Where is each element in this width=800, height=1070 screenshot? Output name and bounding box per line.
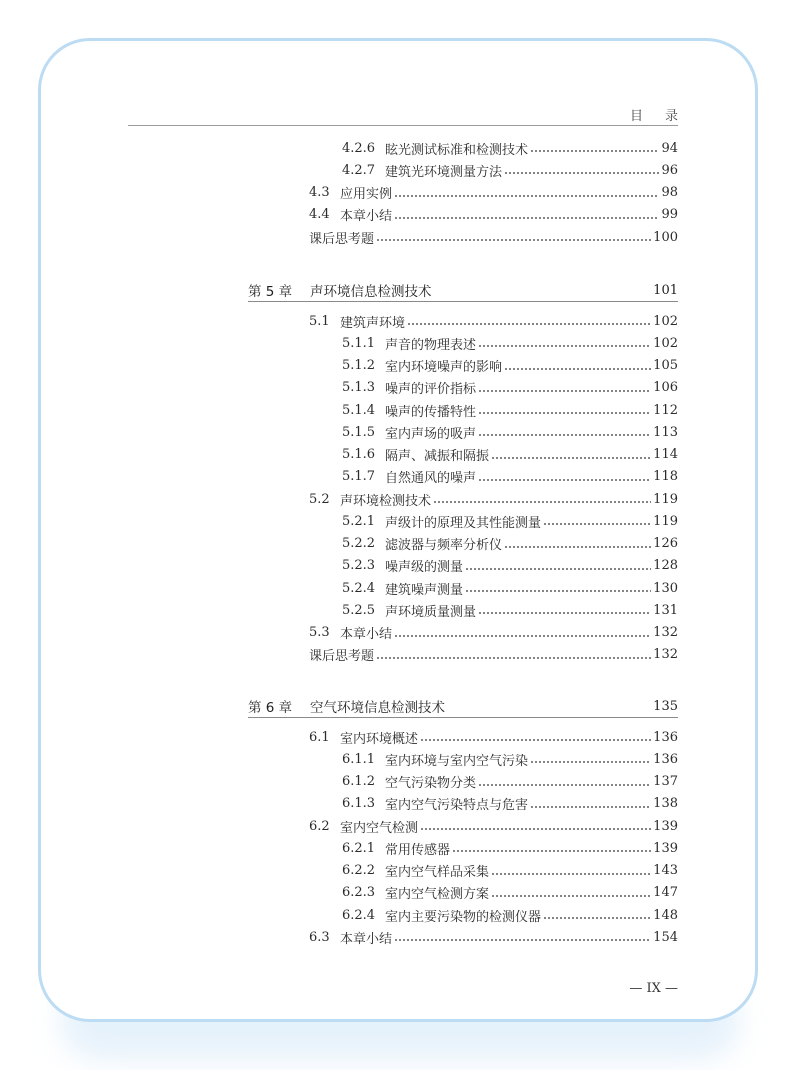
dot-leader — [478, 338, 651, 348]
dot-leader — [420, 821, 651, 831]
chapter-title: 声环境信息检测技术 — [310, 284, 432, 300]
entry-page: 99 — [661, 207, 678, 223]
dot-leader — [478, 472, 651, 482]
toc-entry[interactable] — [248, 137, 678, 159]
entry-number: 5.1.5 — [342, 424, 376, 440]
running-head — [128, 103, 700, 126]
entry-number: 5.1.7 — [342, 469, 376, 485]
entry-title: 自然通风的噪声 — [385, 471, 477, 487]
entry-page: 137 — [653, 774, 678, 790]
dot-leader — [394, 210, 659, 220]
dot-leader — [452, 843, 651, 853]
dot-leader — [376, 232, 651, 242]
entry-number: 6.2.2 — [342, 863, 376, 879]
entry-page: 94 — [661, 140, 678, 156]
dot-leader — [504, 539, 651, 549]
dot-leader — [376, 650, 651, 660]
entry-page: 119 — [653, 491, 678, 507]
entry-title: 空气污染物分类 — [385, 776, 477, 792]
toc-entry[interactable] — [248, 926, 678, 948]
entry-title: 常用传感器 — [385, 842, 451, 858]
entry-page: 148 — [653, 907, 678, 923]
dot-leader — [394, 628, 651, 638]
entry-number: 6.1.2 — [342, 774, 376, 790]
chapter-number: 第 5 章 — [248, 284, 293, 300]
entry-number: 6.2.1 — [342, 840, 376, 856]
toc-continued-section — [248, 137, 678, 248]
entry-title: 声环境检测技术 — [340, 493, 432, 509]
entry-number: 4.4 — [309, 207, 330, 223]
entry-title: 噪声的传播特性 — [385, 404, 477, 420]
dot-leader — [478, 427, 651, 437]
entry-number: 5.1.1 — [342, 335, 376, 351]
entry-page: 147 — [653, 885, 678, 901]
entry-title: 声级计的原理及其性能测量 — [385, 515, 542, 531]
entry-title: 课后思考题 — [309, 231, 375, 247]
entry-title: 室内空气检测方案 — [385, 887, 490, 903]
chapter-page: 101 — [653, 282, 678, 298]
toc-entry[interactable] — [248, 815, 678, 837]
toc-entry[interactable] — [248, 332, 678, 354]
toc-chapter-6 — [248, 695, 678, 949]
entry-number: 6.2.3 — [342, 885, 376, 901]
entry-page: 136 — [653, 751, 678, 767]
dot-leader — [543, 910, 651, 920]
toc-entry[interactable] — [248, 904, 678, 926]
dot-leader — [543, 516, 651, 526]
toc-entry[interactable] — [248, 793, 678, 815]
entry-title: 本章小结 — [340, 209, 393, 225]
toc-entry[interactable] — [248, 488, 678, 510]
entry-page: 126 — [653, 536, 678, 552]
toc-entry[interactable] — [248, 748, 678, 770]
entry-title: 建筑噪声测量 — [385, 582, 464, 598]
toc-entry[interactable] — [248, 533, 678, 555]
entry-page: 139 — [653, 840, 678, 856]
chapter-title: 空气环境信息检测技术 — [310, 700, 445, 716]
toc-entry[interactable] — [248, 726, 678, 748]
dot-leader — [465, 561, 651, 571]
entry-title: 室内主要污染物的检测仪器 — [385, 909, 542, 925]
dot-leader — [407, 316, 651, 326]
entry-number: 4.3 — [309, 185, 330, 201]
entry-number: 5.1.3 — [342, 380, 376, 396]
entry-number: 6.3 — [309, 929, 330, 945]
toc-entry[interactable] — [248, 377, 678, 399]
toc-entry[interactable] — [248, 771, 678, 793]
entry-title: 室内空气样品采集 — [385, 865, 490, 881]
toc-entry[interactable] — [248, 599, 678, 621]
toc-entry[interactable] — [248, 644, 678, 666]
toc-chapter-5 — [248, 279, 678, 666]
entry-title: 应用实例 — [340, 187, 393, 203]
entry-page: 139 — [653, 818, 678, 834]
entry-page: 105 — [653, 358, 678, 374]
toc-entry[interactable] — [248, 860, 678, 882]
entry-page: 128 — [653, 558, 678, 574]
entry-title: 声音的物理表述 — [385, 337, 477, 353]
toc-entry[interactable] — [248, 355, 678, 377]
entry-page: 119 — [653, 513, 678, 529]
toc-entry[interactable] — [248, 399, 678, 421]
entry-title: 眩光测试标准和检测技术 — [385, 142, 529, 158]
entry-number: 5.2.3 — [342, 558, 376, 574]
entry-page: 100 — [653, 229, 678, 245]
dot-leader — [433, 494, 651, 504]
entry-number: 5.2.1 — [342, 513, 376, 529]
dot-leader — [491, 866, 651, 876]
toc-entry[interactable] — [248, 555, 678, 577]
entry-page: 118 — [653, 469, 678, 485]
entry-number: 6.1 — [309, 729, 330, 745]
dot-leader — [504, 361, 651, 371]
entry-page: 102 — [653, 313, 678, 329]
entry-title: 室内空气污染特点与危害 — [385, 798, 529, 814]
toc-entry[interactable] — [248, 444, 678, 466]
entry-number: 6.1.1 — [342, 751, 376, 767]
dot-leader — [394, 932, 651, 942]
running-head-title: 目录 — [629, 109, 700, 124]
entry-number: 4.2.7 — [342, 162, 376, 178]
toc-entry[interactable] — [248, 837, 678, 859]
dot-leader — [420, 732, 651, 742]
dot-leader — [478, 383, 651, 393]
entry-page: 154 — [653, 929, 678, 945]
toc-entry[interactable] — [248, 226, 678, 248]
entry-page: 132 — [653, 647, 678, 663]
entry-title: 噪声的评价指标 — [385, 382, 477, 398]
entry-number: 4.2.6 — [342, 140, 376, 156]
toc-entry[interactable] — [248, 510, 678, 532]
toc-entry[interactable] — [248, 421, 678, 443]
dot-leader — [491, 450, 651, 460]
entry-page: 98 — [661, 185, 678, 201]
chapter-number: 第 6 章 — [248, 700, 293, 716]
toc-entry[interactable] — [248, 204, 678, 226]
entry-number: 5.1 — [309, 313, 330, 329]
toc-entry[interactable] — [248, 182, 678, 204]
dot-leader — [530, 143, 659, 153]
spacer — [248, 718, 678, 726]
chapter-heading[interactable] — [248, 279, 678, 302]
entry-number: 5.1.4 — [342, 402, 376, 418]
entry-page: 106 — [653, 380, 678, 396]
toc-entry[interactable] — [248, 466, 678, 488]
entry-page: 112 — [653, 402, 678, 418]
entry-title: 室内环境与室内空气污染 — [385, 753, 529, 769]
entry-page: 96 — [661, 162, 678, 178]
entry-page: 136 — [653, 729, 678, 745]
toc-entry[interactable] — [248, 159, 678, 181]
entry-page: 130 — [653, 580, 678, 596]
dot-leader — [478, 405, 651, 415]
dot-leader — [394, 188, 659, 198]
entry-page: 102 — [653, 335, 678, 351]
entry-title: 声环境质量测量 — [385, 604, 477, 620]
entry-title: 噪声级的测量 — [385, 560, 464, 576]
entry-title: 隔声、减振和隔振 — [385, 449, 490, 465]
page-number: — IX — — [629, 981, 678, 996]
entry-number: 5.3 — [309, 625, 330, 641]
entry-title: 室内空气检测 — [340, 820, 419, 836]
chapter-page: 135 — [653, 698, 678, 714]
entry-title: 本章小结 — [340, 627, 393, 643]
entry-title: 室内声场的吸声 — [385, 426, 477, 442]
entry-number: 5.2 — [309, 491, 330, 507]
toc-entry[interactable] — [248, 882, 678, 904]
entry-page: 113 — [653, 424, 678, 440]
dot-leader — [504, 165, 659, 175]
entry-title: 本章小结 — [340, 931, 393, 947]
entry-number: 5.2.5 — [342, 602, 376, 618]
entry-title: 室内环境噪声的影响 — [385, 360, 503, 376]
entry-title: 室内环境概述 — [340, 731, 419, 747]
dot-leader — [530, 799, 651, 809]
entry-number: 5.1.2 — [342, 358, 376, 374]
entry-number: 6.2.4 — [342, 907, 376, 923]
dot-leader — [465, 583, 651, 593]
entry-title: 课后思考题 — [309, 649, 375, 665]
dot-leader — [530, 754, 651, 764]
entry-title: 滤波器与频率分析仪 — [385, 538, 503, 554]
entry-number: 5.2.4 — [342, 580, 376, 596]
toc-entry[interactable] — [248, 622, 678, 644]
toc-entry[interactable] — [248, 577, 678, 599]
entry-page: 114 — [653, 447, 678, 463]
entry-title: 建筑光环境测量方法 — [385, 164, 503, 180]
entry-number: 5.1.6 — [342, 447, 376, 463]
entry-number: 6.2 — [309, 818, 330, 834]
entry-page: 131 — [653, 602, 678, 618]
dot-leader — [491, 888, 651, 898]
entry-number: 6.1.3 — [342, 796, 376, 812]
toc-entry[interactable] — [248, 310, 678, 332]
entry-number: 5.2.2 — [342, 536, 376, 552]
spacer — [248, 302, 678, 310]
entry-page: 138 — [653, 796, 678, 812]
dot-leader — [478, 777, 651, 787]
entry-title: 建筑声环境 — [340, 315, 406, 331]
chapter-heading[interactable] — [248, 695, 678, 718]
dot-leader — [478, 605, 651, 615]
entry-page: 132 — [653, 625, 678, 641]
entry-page: 143 — [653, 863, 678, 879]
